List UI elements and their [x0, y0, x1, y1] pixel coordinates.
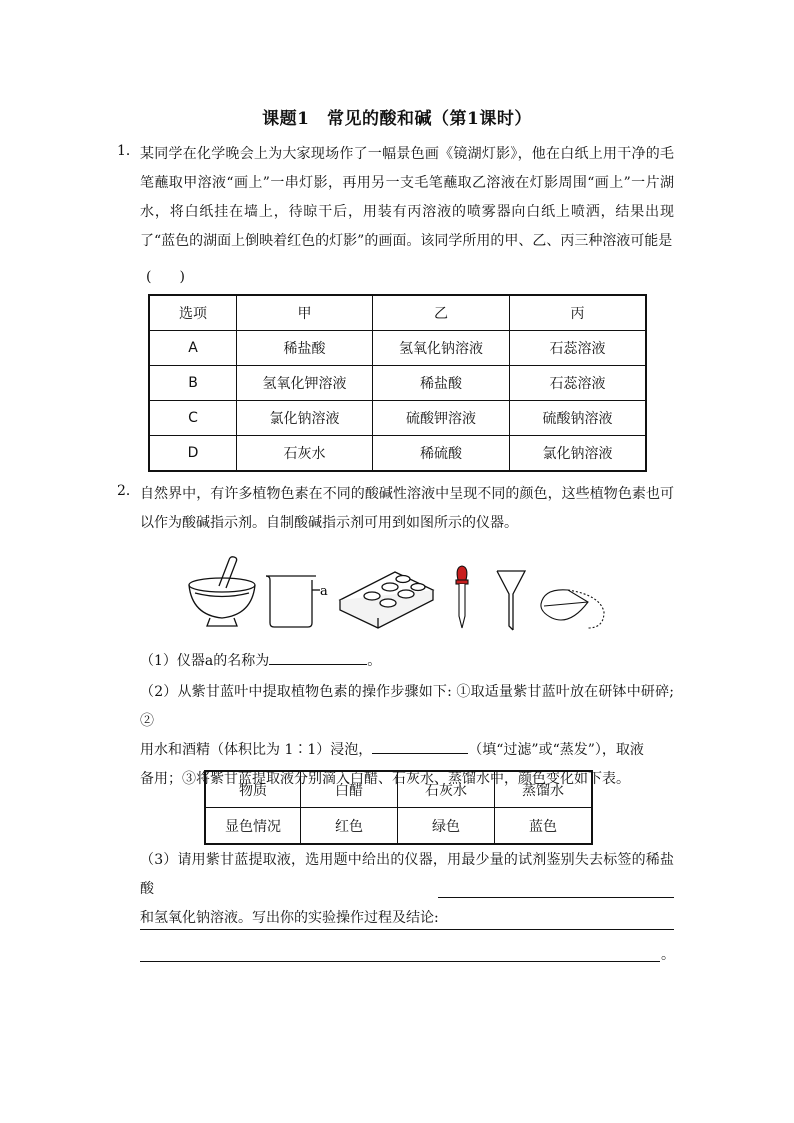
table-header-cell: 蒸馏水: [495, 771, 593, 808]
table-cell: 绿色: [398, 808, 495, 845]
q2-part3-end: 。: [661, 947, 675, 963]
table-cell: 稀硫酸: [373, 436, 510, 472]
q2-part3-line1: （3）请用紫甘蓝提取液，选用题中给出的仪器，用最少量的试剂鉴别失去标签的稀盐酸: [140, 852, 674, 897]
table-cell: 石灰水: [237, 436, 373, 472]
table-cell: 稀盐酸: [373, 366, 510, 401]
table-header-row: [205, 771, 592, 808]
table-cell: D: [149, 436, 237, 472]
q2-intro: 自然界中，有许多植物色素在不同的酸碱性溶液中呈现不同的颜色，这些植物色素也可以作为酸碱指示剂。自制酸碱指示剂可用到如图所示的仪器。: [140, 486, 674, 531]
table-cell: 石蕊溶液: [510, 366, 647, 401]
table-cell: 稀盐酸: [237, 331, 373, 366]
table-header-cell: 甲: [237, 295, 373, 331]
table-cell: 硫酸钠溶液: [510, 401, 647, 436]
table-cell: 氯化钠溶液: [510, 436, 647, 472]
page-title: 课题1 常见的酸和碱（第1课时）: [262, 109, 532, 129]
q1-stem: 某同学在化学晚会上为大家现场作了一幅景色画《镜湖灯影》，他在白纸上用干净的毛笔蘸取甲溶液“画上”一串灯影，再用另一支毛笔蘸取乙溶液在灯影周围“画上”一片湖水，将白纸挂在墙上，待晾干后，用装有丙溶液的喷雾器向白纸上喷洒，结果出现了“蓝色的湖面上倒映着红色的灯影”的画面。该同学所用的甲、乙、丙三种溶液可能是: [140, 146, 674, 249]
q2-part2-line2: [140, 736, 674, 765]
funnel-icon: [497, 571, 525, 630]
table-cell: 氢氧化钾溶液: [237, 366, 373, 401]
dropper-icon: [456, 566, 468, 628]
answer-blank-a[interactable]: [269, 650, 367, 665]
table-cell: 红色: [301, 808, 398, 845]
q1-answer-bracket: ( ): [146, 269, 185, 285]
q2-part1: [140, 647, 674, 676]
table-cell: 石蕊溶液: [510, 331, 647, 366]
table-header-cell: 乙: [373, 295, 510, 331]
spot-plate-icon: [340, 572, 433, 628]
beaker-icon: [266, 576, 320, 627]
q2-part2-line1: （2）从紫甘蓝叶中提取植物色素的操作步骤如下: ①取适量紫甘蓝叶放在研钵中研碎; ②: [140, 684, 674, 729]
table-row: [205, 808, 592, 845]
answer-blank-method[interactable]: [372, 739, 468, 754]
table-cell: A: [149, 331, 237, 366]
answer-line-1[interactable]: [438, 897, 674, 898]
label-a: a: [320, 584, 328, 599]
table-header-cell: 白醋: [301, 771, 398, 808]
table-cell: 蓝色: [495, 808, 593, 845]
table-header-cell: 石灰水: [398, 771, 495, 808]
q1-number: 1．: [117, 143, 140, 159]
table-cell: 显色情况: [205, 808, 301, 845]
table-cell: 氢氧化钠溶液: [373, 331, 510, 366]
table-header-cell: 选项: [149, 295, 237, 331]
color-change-table: [204, 770, 593, 845]
filter-paper-icon: [541, 590, 604, 628]
q2-part3-line2: 和氢氧化钠溶液。写出你的实验操作过程及结论:: [140, 910, 439, 926]
table-cell: 氯化钠溶液: [237, 401, 373, 436]
q2-number: 2．: [117, 483, 140, 499]
answer-line-3[interactable]: [140, 961, 660, 962]
q2-part2-line2-text: 用水和酒精（体积比为 1∶1）浸泡，: [140, 742, 373, 758]
table-cell: 硫酸钾溶液: [373, 401, 510, 436]
table-header-cell: 物质: [205, 771, 301, 808]
table-header-cell: 丙: [510, 295, 647, 331]
mortar-pestle-icon: [189, 557, 255, 626]
answer-line-2[interactable]: [140, 929, 674, 930]
q2-part2-line3: 备用；③将紫甘蓝提取液分别滴入白醋、石灰水、蒸馏水中，颜色变化如下表。: [140, 771, 630, 787]
q2-part2-line2-suffix: （填“过滤”或“蒸发”），取液: [468, 742, 644, 758]
q2-part1-text: （1）仪器a的名称为: [140, 653, 270, 669]
table-cell: B: [149, 366, 237, 401]
q2-part1-suffix: 。: [367, 653, 382, 669]
table-cell: C: [149, 401, 237, 436]
q2-part3: [140, 846, 674, 933]
